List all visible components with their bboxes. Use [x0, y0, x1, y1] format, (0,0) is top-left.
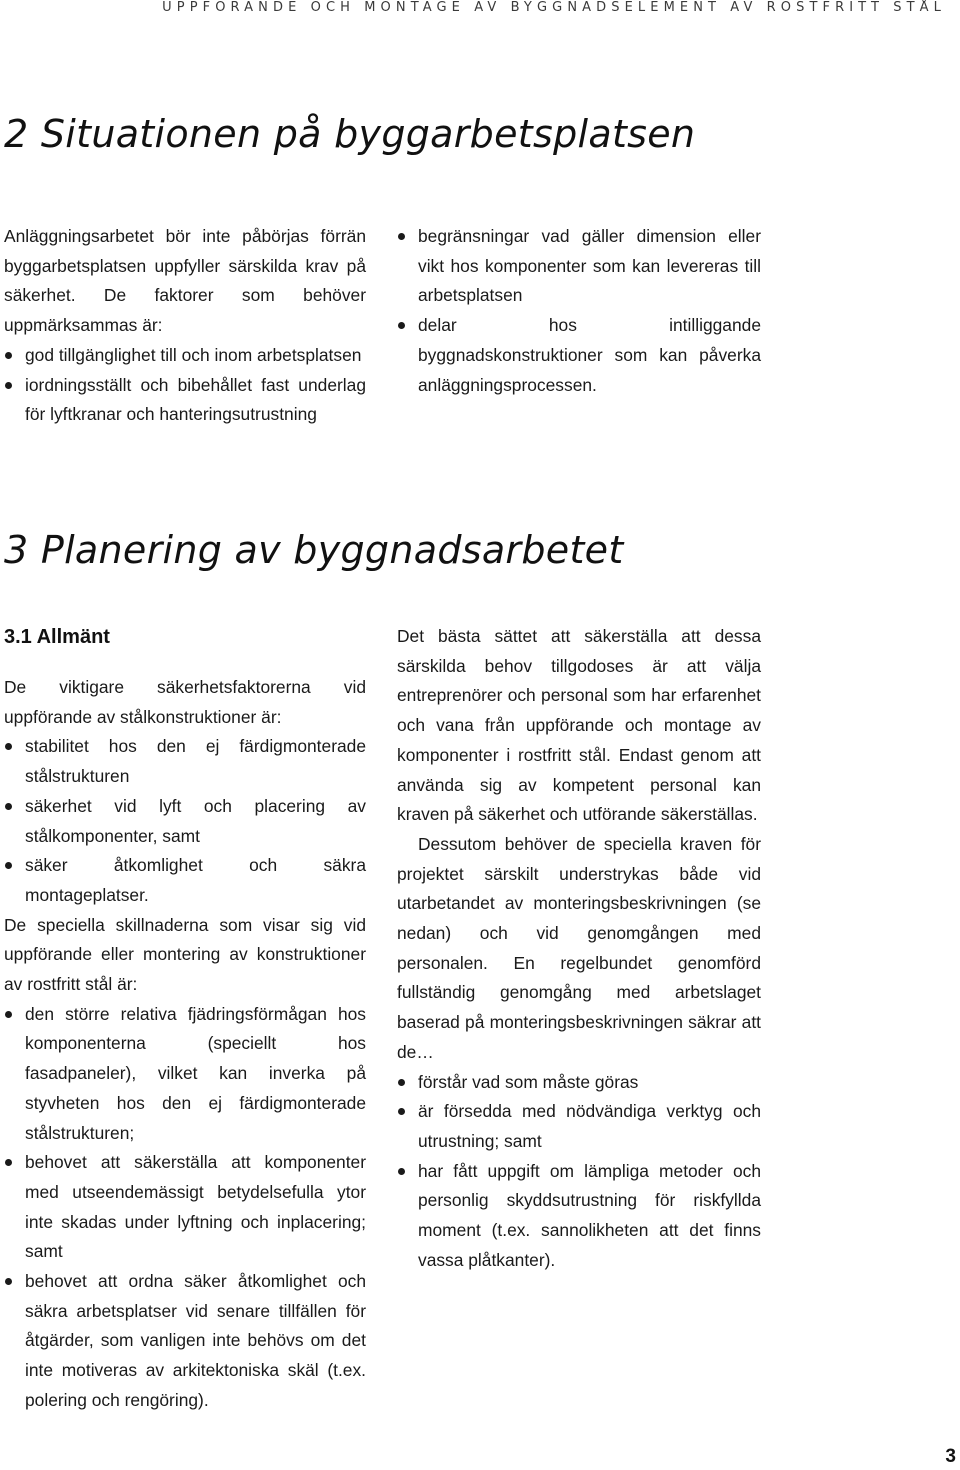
section-3-title: 3 Planering av byggnadsarbetet — [4, 528, 624, 572]
list-item: behovet att säkerställa att komponenter med utseendemässigt betydelsefulla ytor inte skadas under lyftning och inplacering; samt — [4, 1148, 366, 1267]
list-item: behovet att ordna säker åtkomlighet och säkra arbetsplatser vid senare tillfällen för åtgärder, som vanligen inte behövs om det inte motiveras av arkitektoniska skäl (t.ex. polering och rengöring). — [4, 1267, 366, 1416]
contractor-paragraph: Det bästa sättet att säkerställa att dessa särskilda behov tillgodoses är att välja entreprenörer och personal som har erfarenhet och vana från uppförande och montage av komponenter i rostfritt stål. Endast genom att använda sig av kompetent personal kan kraven på säkerhet och utförande säkerställas. — [397, 626, 761, 825]
section-3-right-column — [397, 622, 761, 1275]
list-item: säkerhet vid lyft och placering av stålkomponenter, samt — [4, 792, 366, 851]
section-2-bullet-list-left — [4, 341, 366, 430]
section-2-right-column — [397, 222, 761, 400]
review-outcomes-list — [397, 1068, 761, 1276]
list-item: den större relativa fjädringsförmågan hos komponenterna (speciellt hos fasadpaneler), vilket kan inverka på styvheten hos den ej färdigmonterade stålstrukturen; — [4, 1000, 366, 1149]
section-2-title: 2 Situationen på byggarbetsplatsen — [4, 112, 696, 156]
list-item: har fått uppgift om lämpliga metoder och personlig skyddsutrustning för riskfyllda moment (t.ex. sannolikheten att det finns vassa plåtkanter). — [397, 1157, 761, 1276]
page-number: 3 — [945, 1446, 956, 1467]
section-3-intro: De viktigare säkerhetsfaktorerna vid uppförande av stålkonstruktioner är: — [4, 677, 366, 727]
list-item: stabilitet hos den ej färdigmonterade stålstrukturen — [4, 732, 366, 791]
list-item: är försedda med nödvändiga verktyg och utrustning; samt — [397, 1097, 761, 1156]
section-2-bullet-list-right — [397, 222, 761, 400]
list-item: förstår vad som måste göras — [397, 1068, 761, 1098]
section-2-left-column — [4, 222, 366, 430]
list-item: delar hos intilliggande byggnadskonstruktioner som kan påverka anläggningsprocessen. — [397, 311, 761, 400]
running-head: UPPFÖRANDE OCH MONTAGE AV BYGGNADSELEMENT AV ROSTFRITT STÅL — [162, 0, 946, 15]
section-2-intro: Anläggningsarbetet bör inte påbörjas förrän byggarbetsplatsen uppfyller särskilda krav på säkerhet. De faktorer som behöver uppmärksammas är: — [4, 226, 366, 336]
section-3-left-column — [4, 622, 366, 1416]
differences-list — [4, 1000, 366, 1416]
list-item: god tillgänglighet till och inom arbetsplatsen — [4, 341, 366, 371]
list-item: säker åtkomlighet och säkra montageplatser. — [4, 851, 366, 910]
differences-paragraph: De speciella skillnaderna som visar sig vid uppförande eller montering av konstruktioner av rostfritt stål är: — [4, 914, 366, 995]
safety-factors-list — [4, 732, 366, 910]
subsection-title: 3.1 Allmänt — [4, 626, 110, 648]
list-item: begränsningar vad gäller dimension eller vikt hos komponenter som kan levereras till arbetsplatsen — [397, 222, 761, 311]
review-paragraph: Dessutom behöver de speciella kraven för projektet särskilt understrykas både vid utarbetandet av monteringsbeskrivningen (se nedan) och vid genomgången med personalen. En regelbundet genomförd fullständig genomgång med arbetslaget baserad på monteringsbeskrivningen säkrar att de… — [397, 833, 761, 1062]
list-item: iordningsställt och bibehållet fast underlag för lyftkranar och hanteringsutrustning — [4, 371, 366, 430]
